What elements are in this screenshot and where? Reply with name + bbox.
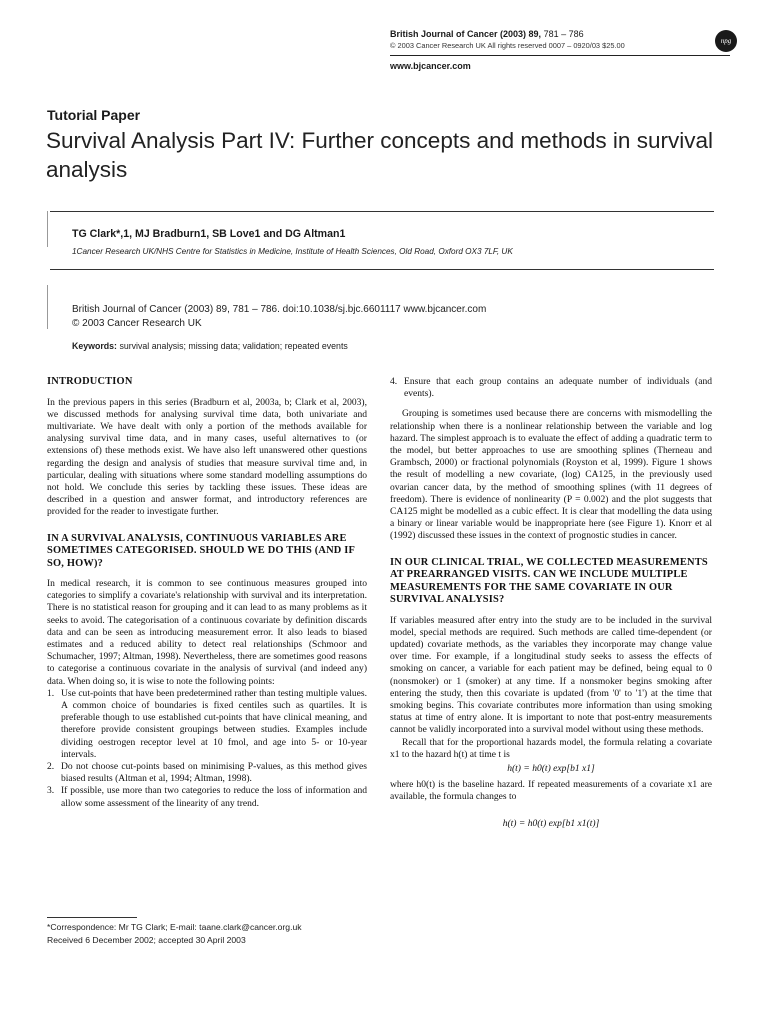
keywords-text: survival analysis; missing data; validation; repeated events (119, 341, 348, 351)
recall-paragraph: Recall that for the proportional hazards model, the formula relating a covariate x1 to the hazard h(t) at time t is (390, 736, 712, 760)
author-divider-bottom (50, 269, 714, 270)
list-item: 1. Use cut-points that have been predetermined rather than testing multiple values. A common choice of boundaries is fixed centiles such as quartiles. It is preferable though to use established cut-points that have clinical meaning, and therefore provide consistent groupings between studies. Examples include dividing oestrogen receptor level at 10 fmol, and age into 5- or 10-year intervals. (47, 687, 367, 760)
section-heading-introduction: INTRODUCTION (47, 376, 133, 387)
paper-type: Tutorial Paper (47, 107, 141, 123)
list-item: 4. Ensure that each group contains an adequate number of individuals (and events). (390, 376, 712, 400)
right-column (390, 376, 712, 830)
list-item: 2. Do not choose cut-points based on minimising P-values, as this method gives biased results (Altman et al, 1994; Altman, 1998). (47, 761, 367, 785)
affiliation: 1Cancer Research UK/NHS Centre for Statistics in Medicine, Institute of Health Sciences, Old Road, Oxford OX3 7LF, UK (72, 247, 513, 256)
copyright-line: © 2003 Cancer Research UK All rights reserved 0007 – 0920/03 $25.00 (390, 41, 625, 50)
list-item: 3. If possible, use more than two categories to reduce the loss of information and allow some assessment of the linearity of any trend. (47, 785, 367, 809)
header-divider (390, 55, 730, 56)
received-dates: Received 6 December 2002; accepted 30 April 2003 (47, 935, 246, 945)
author-list (72, 228, 345, 240)
journal-header (390, 28, 730, 51)
time-dependent-formula: h(t) = h0(t) exp[b1 x1(t)] (502, 817, 600, 829)
section-heading-categorisation: IN A SURVIVAL ANALYSIS, CONTINUOUS VARIABLES ARE SOMETIMES CATEGORISED. SHOULD WE DO THIS (AND IF SO, HOW)? (47, 532, 355, 569)
citation-line: British Journal of Cancer (2003) 89, 781 – 786. doi:10.1038/sj.bjc.6601117 www.bjcancer.com (72, 304, 487, 315)
intro-paragraph: In the previous papers in this series (Bradburn et al, 2003a, b; Clark et al, 2003), we discussed methods for analysing survival time data, both univariate and multivariate. We have dealt with only a portion of the methods available for analysing survival time data, and in many cases, useful alternatives to (or extensions of) these methods exist. We have also left unanswered other questions regarding the design and analysis of studies that measure survival time and, in particular, dealing with situations where some standard modelling assumptions do not hold. We conclude this series by tackling these issues. These ideas are described in a question and answer format, and introductory references are provided for the reader to investigate further. (47, 396, 367, 518)
citation-copyright: © 2003 Cancer Research UK (72, 318, 202, 329)
footnote-divider (47, 917, 137, 918)
journal-name: British Journal of Cancer (2003) 89, (390, 29, 542, 39)
hazard-formula: h(t) = h0(t) exp[b1 x1] (507, 763, 595, 775)
keywords (72, 341, 348, 351)
authors-text: TG Clark*,1, MJ Bradburn1, SB Love1 and DG Altman1 (72, 228, 346, 240)
recommendation-list-continued (390, 376, 712, 400)
categorisation-paragraph: In medical research, it is common to see continuous measures grouped into categories to simplify a covariate's relationship with survival and its interpretation. There is no statistical reason for grouping and it can lead to as many problems as it seeks to avoid. The categorisation of a continuous covariate by definition discards data and can be seen as introducing measurement error. It also leads to biased estimates and a reduced ability to detect real relationships (Schmoor and Schumacher, 1997; Altman, 1998). Nevertheless, there are sometimes good reasons to categorise a continuous covariate in the analysis of survival (and indeed any) data. When doing so, it is wise to note the following points: (47, 578, 367, 687)
grouping-paragraph: Grouping is sometimes used because there are concerns with mismodelling the relationship when there is a nonlinear relationship between the variable and log hazard. The simplest approach is to evaluate the effect of adding a quadratic term to the model, but better approaches to use are smoothing splines (Therneau and Grambsch, 2000) or fractional polynomials (Royston et al, 1999). Figure 1 shows the result of modelling a new covariate, (log) CA125, in the previously used ovarian cancer data, by the method of smoothing splines (with 11 degrees of freedom). There is evidence of nonlinearity (P = 0.002) and the plot suggests that CA125 might be modelled as a cubic effect. It is clear that modelling the data using a binary or linear variable would be inappropriate here (see Figure 1). Knorr et al (1992) discussed these issues in the context of prognostic studies in cancer. (390, 408, 712, 542)
keywords-label: Keywords: (72, 341, 117, 351)
time-dependent-paragraph: If variables measured after entry into the study are to be included in the survival model, special methods are required. Such methods are called time-dependent (or updated) covariate methods, as the variables they incorporate may change value over time. For example, if a longitudinal study seeks to assess the effects of smoking on cancer, a variable for each patient may be defined, being equal to 0 (nonsmoker) or 1 (smoker) at any time. If a nonsmoker begins smoking after entering the study, then this covariate is updated (from '0' to '1') at the time that smoking begins. This covariate contributes more information than using smoking status at time of entry alone. It is important to note that post-entry measurements cannot be validly incorporated into a survival model without using these methods. (390, 614, 712, 736)
journal-url-link[interactable]: www.bjcancer.com (390, 61, 471, 71)
journal-line (390, 28, 730, 40)
section-heading-time-dependent: IN OUR CLINICAL TRIAL, WE COLLECTED MEASUREMENTS AT PREARRANGED VISITS. CAN WE INCLUDE MULTIPLE MEASUREMENTS FOR THE SAME COVARIATE IN OUR SURVIVAL ANALYSIS? (390, 556, 708, 606)
author-divider-top (50, 211, 714, 212)
citation-block (72, 303, 486, 331)
npg-logo: npg (715, 30, 737, 52)
paper-title: Survival Analysis Part IV: Further concepts and methods in survival analysis (46, 128, 713, 182)
journal-pages: 781 – 786 (543, 29, 584, 39)
baseline-paragraph: where h0(t) is the baseline hazard. If repeated measurements of a covariate x1 are available, the formula changes to (390, 779, 712, 803)
recommendation-list (47, 688, 367, 810)
left-column (47, 376, 367, 810)
margin-rule (47, 211, 48, 247)
margin-rule (47, 285, 48, 329)
correspondence-note: *Correspondence: Mr TG Clark; E-mail: taane.clark@cancer.org.uk (47, 922, 302, 932)
